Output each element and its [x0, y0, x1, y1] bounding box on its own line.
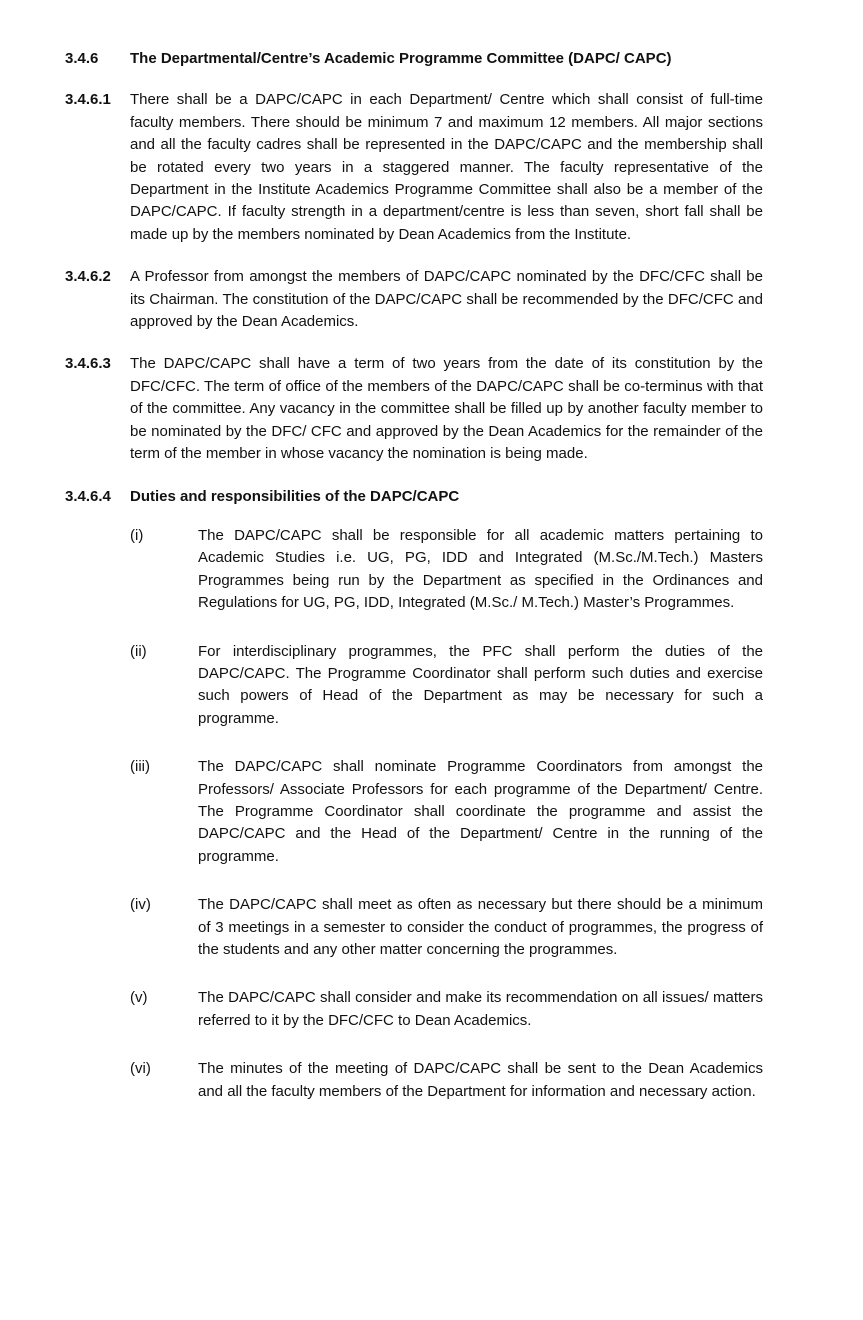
paragraph-number: 3.4.6.1 [65, 91, 111, 109]
paragraph-3-4-6-3 [65, 353, 763, 465]
paragraph-number: 3.4.6.3 [65, 355, 111, 373]
list-item-iv [130, 894, 763, 961]
subsection-title: Duties and responsibilities of the DAPC/CAPC [130, 487, 460, 505]
paragraph-3-4-6-2 [65, 266, 763, 333]
section-title: The Departmental/Centre’s Academic Programme Committee (DAPC/ CAPC) [130, 50, 672, 67]
duties-list [65, 525, 763, 1103]
section-number: 3.4.6 [65, 50, 99, 67]
paragraph-3-4-6-1 [65, 89, 763, 246]
list-marker: (i) [130, 526, 144, 544]
list-marker: (ii) [130, 642, 147, 660]
list-item-iii [130, 756, 763, 868]
paragraph-text: There shall be a DAPC/CAPC in each Department/ Centre which shall consist of full-time faculty members. There should be minimum 7 and maximum 12 members. All major sections and all the faculty cadres shall be represented in the DAPC/CAPC and the membership shall be rotated every two years in a staggered manner. The faculty representative of the Department in the Institute Academics Programme Committee shall also be a member of the DAPC/CAPC. If faculty strength in a department/centre is less than seven, short fall shall be made up by the members nominated by Dean Academics from the Institute. [130, 91, 763, 243]
list-marker: (iii) [130, 758, 150, 776]
list-item-i [130, 525, 763, 615]
list-item-ii [130, 641, 763, 731]
subsection-heading [65, 486, 763, 508]
subsection-number: 3.4.6.4 [65, 487, 111, 505]
paragraph-text: A Professor from amongst the members of DAPC/CAPC nominated by the DFC/CFC shall be its Chairman. The constitution of the DAPC/CAPC shall be recommended by the DFC/CFC and approved by the Dean Academics. [130, 268, 763, 331]
list-marker: (vi) [130, 1060, 151, 1078]
list-item-text: The DAPC/CAPC shall be responsible for all academic matters pertaining to Academic Studies i.e. UG, PG, IDD and Integrated (M.Sc./M.Tech.) Masters Programmes being run by the Department as specified in the Ordinances and Regulations for UG, PG, IDD, Integrated (M.Sc./ M.Tech.) Master’s Programmes. [198, 526, 763, 612]
paragraph-number: 3.4.6.2 [65, 268, 111, 286]
list-item-text: The minutes of the meeting of DAPC/CAPC shall be sent to the Dean Academics and all the faculty members of the Department for information and necessary action. [198, 1060, 763, 1100]
list-item-text: The DAPC/CAPC shall consider and make its recommendation on all issues/ matters referred to it by the DFC/CFC to Dean Academics. [198, 989, 763, 1029]
list-item-text: For interdisciplinary programmes, the PFC shall perform the duties of the DAPC/CAPC. The Programme Coordinator shall perform such duties and exercise such powers of Head of the Department as may be necessary for such a programme. [198, 642, 763, 727]
list-item-vi [130, 1058, 763, 1103]
list-item-text: The DAPC/CAPC shall meet as often as necessary but there should be a minimum of 3 meetings in a semester to consider the conduct of programmes, the progress of the students and any other matter concerning the programmes. [198, 896, 763, 958]
paragraph-text: The DAPC/CAPC shall have a term of two years from the date of its constitution by the DFC/CFC. The term of office of the members of the DAPC/CAPC shall be co-terminus with that of the committee. Any vacancy in the committee shall be filled up by another faculty member to be nominated by the DFC/ CFC and approved by the Dean Academics for the remainder of the term of the member in whose vacancy the nomination is being made. [130, 355, 763, 463]
list-item-v [130, 987, 763, 1032]
list-item-text: The DAPC/CAPC shall nominate Programme Coordinators from amongst the Professors/ Associate Professors for each programme of the Department/ Centre. The Programme Coordinator shall coordinate the programme and assist the DAPC/CAPC and the Head of the Department/ Centre in the running of the programme. [198, 758, 763, 865]
list-marker: (v) [130, 989, 148, 1007]
section-heading [65, 48, 763, 70]
list-marker: (iv) [130, 896, 151, 914]
